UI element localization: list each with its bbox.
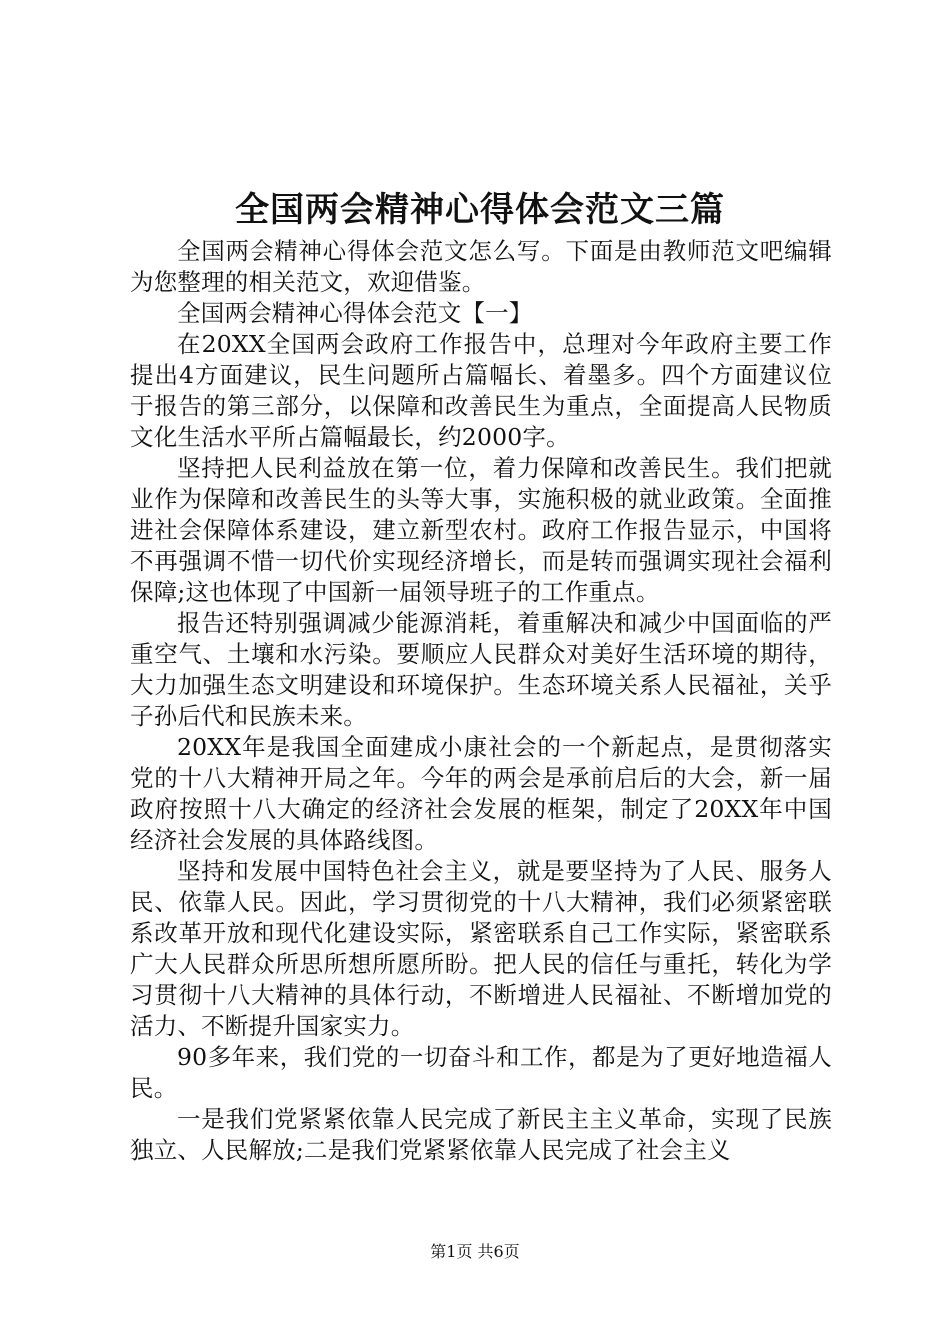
paragraph: 在20XX全国两会政府工作报告中，总理对今年政府主要工作提出4方面建议，民生问题所占篇幅长、着墨多。四个方面建议位于报告的第三部分，以保障和改善民生为重点，全面提高人民物质文化生活水平所占篇幅最长，约2000字。 — [130, 330, 832, 451]
paragraph: 20XX年是我国全面建成小康社会的一个新起点，是贯彻落实党的十八大精神开局之年。今年的两会是承前启后的大会，新一届政府按照十八大确定的经济社会发展的框架，制定了20XX年中国经济社会发展的具体路线图。 — [130, 733, 832, 854]
paragraph-intro: 全国两会精神心得体会范文怎么写。下面是由教师范文吧编辑为您整理的相关范文，欢迎借鉴。 — [130, 237, 832, 296]
document-title: 全国两会精神心得体会范文三篇 — [235, 190, 725, 230]
paragraph-section-heading: 全国两会精神心得体会范文【一】 — [177, 299, 533, 327]
paragraph: 坚持和发展中国特色社会主义，就是要坚持为了人民、服务人民、依靠人民。因此，学习贯彻党的十八大精神，我们必须紧密联系改革开放和现代化建设实际，紧密联系自己工作实际，紧密联系广大人民群众所思所想所愿所盼。把人民的信任与重托，转化为学习贯彻十八大精神的具体行动，不断增进人民福祉、不断增加党的活力、不断提升国家实力。 — [130, 857, 832, 1040]
paragraph: 报告还特别强调减少能源消耗，着重解决和减少中国面临的严重空气、土壤和水污染。要顺应人民群众对美好生活环境的期待，大力加强生态文明建设和环境保护。生态环境关系人民福祉，关乎子孙后代和民族未来。 — [130, 609, 832, 730]
paragraph: 一是我们党紧紧依靠人民完成了新民主主义革命，实现了民族独立、人民解放;二是我们党紧紧依靠人民完成了社会主义 — [130, 1105, 832, 1164]
document-body — [130, 236, 832, 1166]
paragraph: 坚持把人民利益放在第一位，着力保障和改善民生。我们把就业作为保障和改善民生的头等大事，实施积极的就业政策。全面推进社会保障体系建设，建立新型农村。政府工作报告显示，中国将不再强调不惜一切代价实现经济增长，而是转而强调实现社会福利保障;这也体现了中国新一届领导班子的工作重点。 — [130, 454, 832, 606]
page-footer: 第1页 共6页 — [430, 1242, 520, 1261]
paragraph: 90多年来，我们党的一切奋斗和工作，都是为了更好地造福人民。 — [130, 1043, 832, 1102]
